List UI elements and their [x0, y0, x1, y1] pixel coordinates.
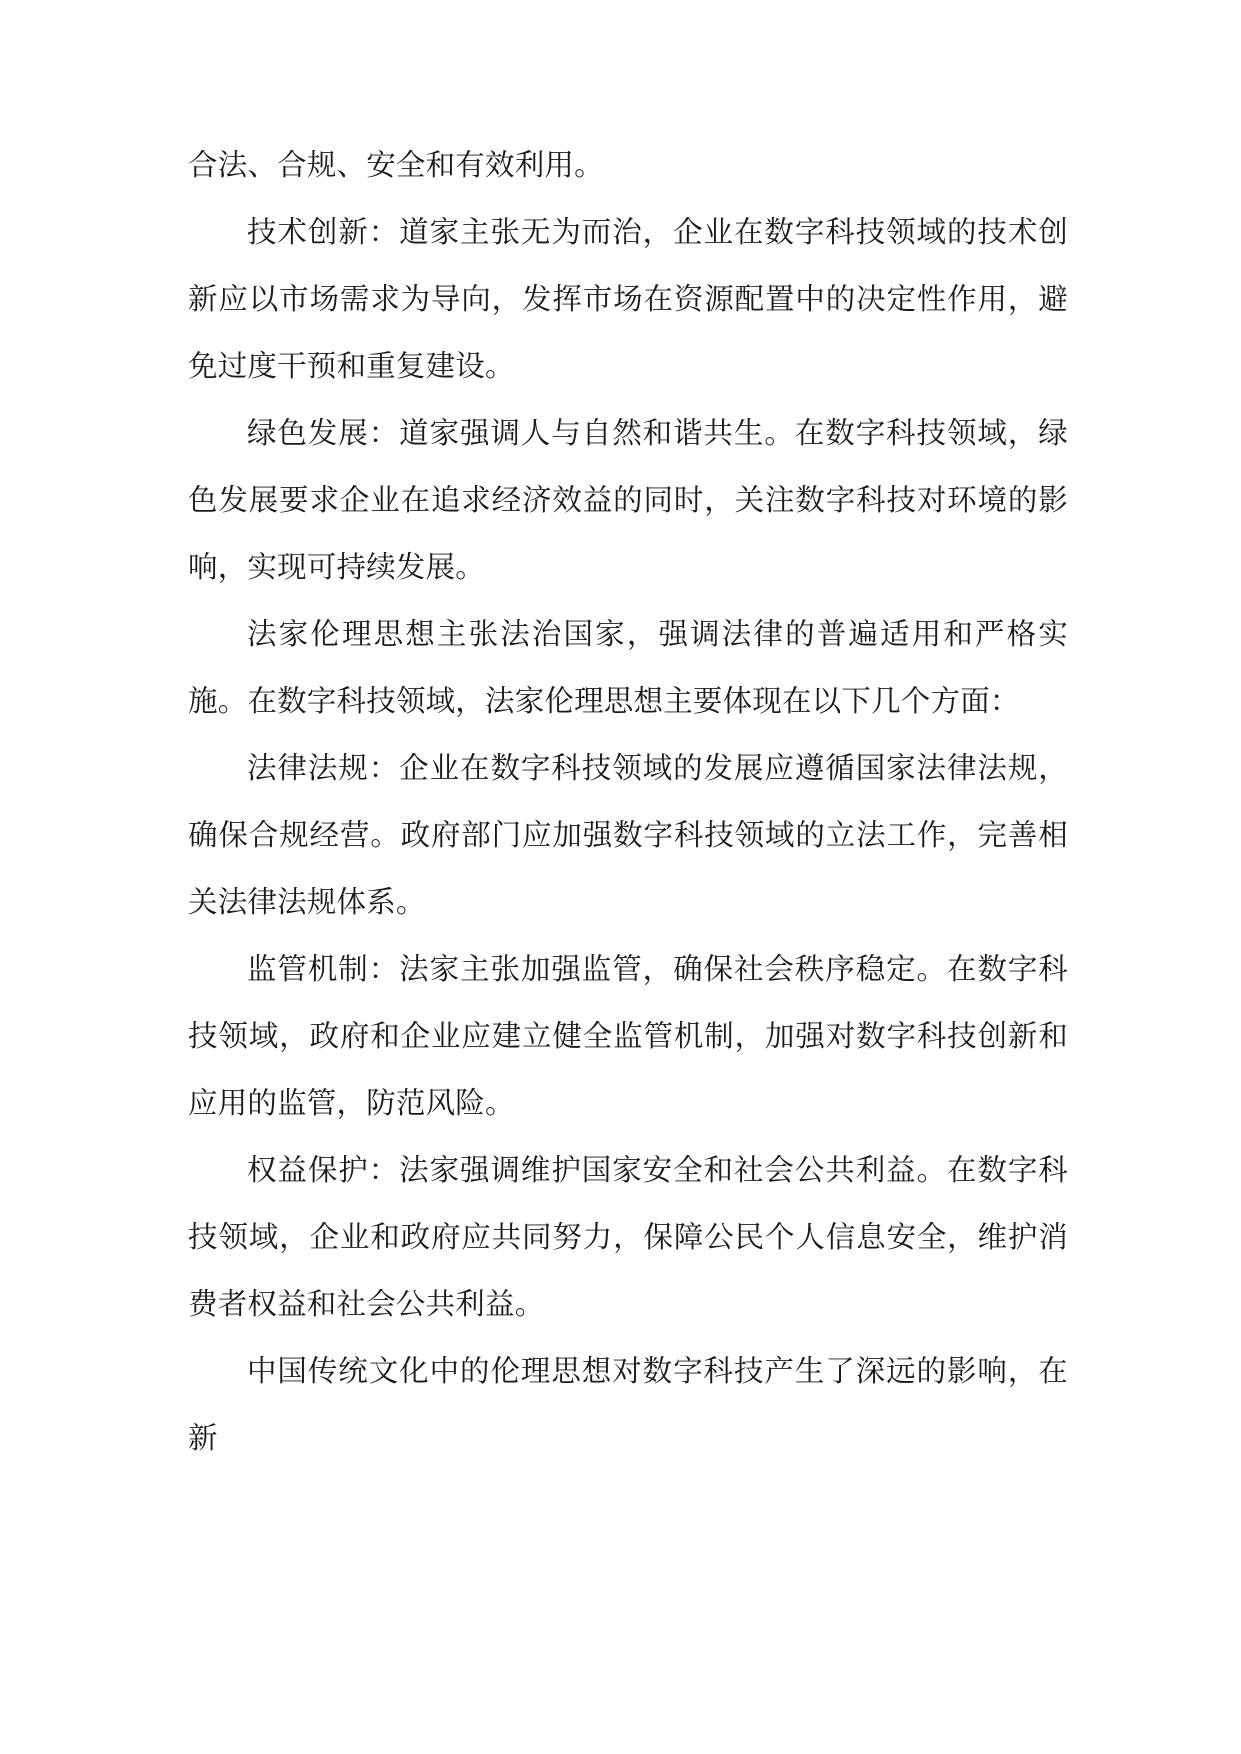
paragraph-green-development: 绿色发展：道家强调人与自然和谐共生。在数字科技领域，绿色发展要求企业在追求经济效益的同时，关注数字科技对环境的影响，实现可持续发展。 [188, 416, 1068, 584]
paragraph-supervision-mechanism: 监管机制：法家主张加强监管，确保社会秩序稳定。在数字科技领域，政府和企业应建立健全监管机制，加强对数字科技创新和应用的监管，防范风险。 [188, 952, 1068, 1120]
paragraph-legalist-ethics: 法家伦理思想主张法治国家，强调法律的普遍适用和严格实施。在数字科技领域，法家伦理思想主要体现在以下几个方面： [188, 617, 1068, 718]
document-body [188, 132, 1068, 1472]
paragraph-technical-innovation: 技术创新：道家主张无为而治，企业在数字科技领域的技术创新应以市场需求为导向，发挥市场在资源配置中的决定性作用，避免过度干预和重复建设。 [188, 215, 1068, 383]
paragraph-rights-protection: 权益保护：法家强调维护国家安全和社会公共利益。在数字科技领域，企业和政府应共同努力，保障公民个人信息安全，维护消费者权益和社会公共利益。 [188, 1153, 1068, 1321]
paragraph-laws-regulations: 法律法规：企业在数字科技领域的发展应遵循国家法律法规，确保合规经营。政府部门应加强数字科技领域的立法工作，完善相关法律法规体系。 [188, 751, 1068, 919]
paragraph-traditional-culture: 中国传统文化中的伦理思想对数字科技产生了深远的影响，在新 [188, 1354, 1068, 1455]
paragraph-continuation: 合法、合规、安全和有效利用。 [188, 148, 604, 182]
